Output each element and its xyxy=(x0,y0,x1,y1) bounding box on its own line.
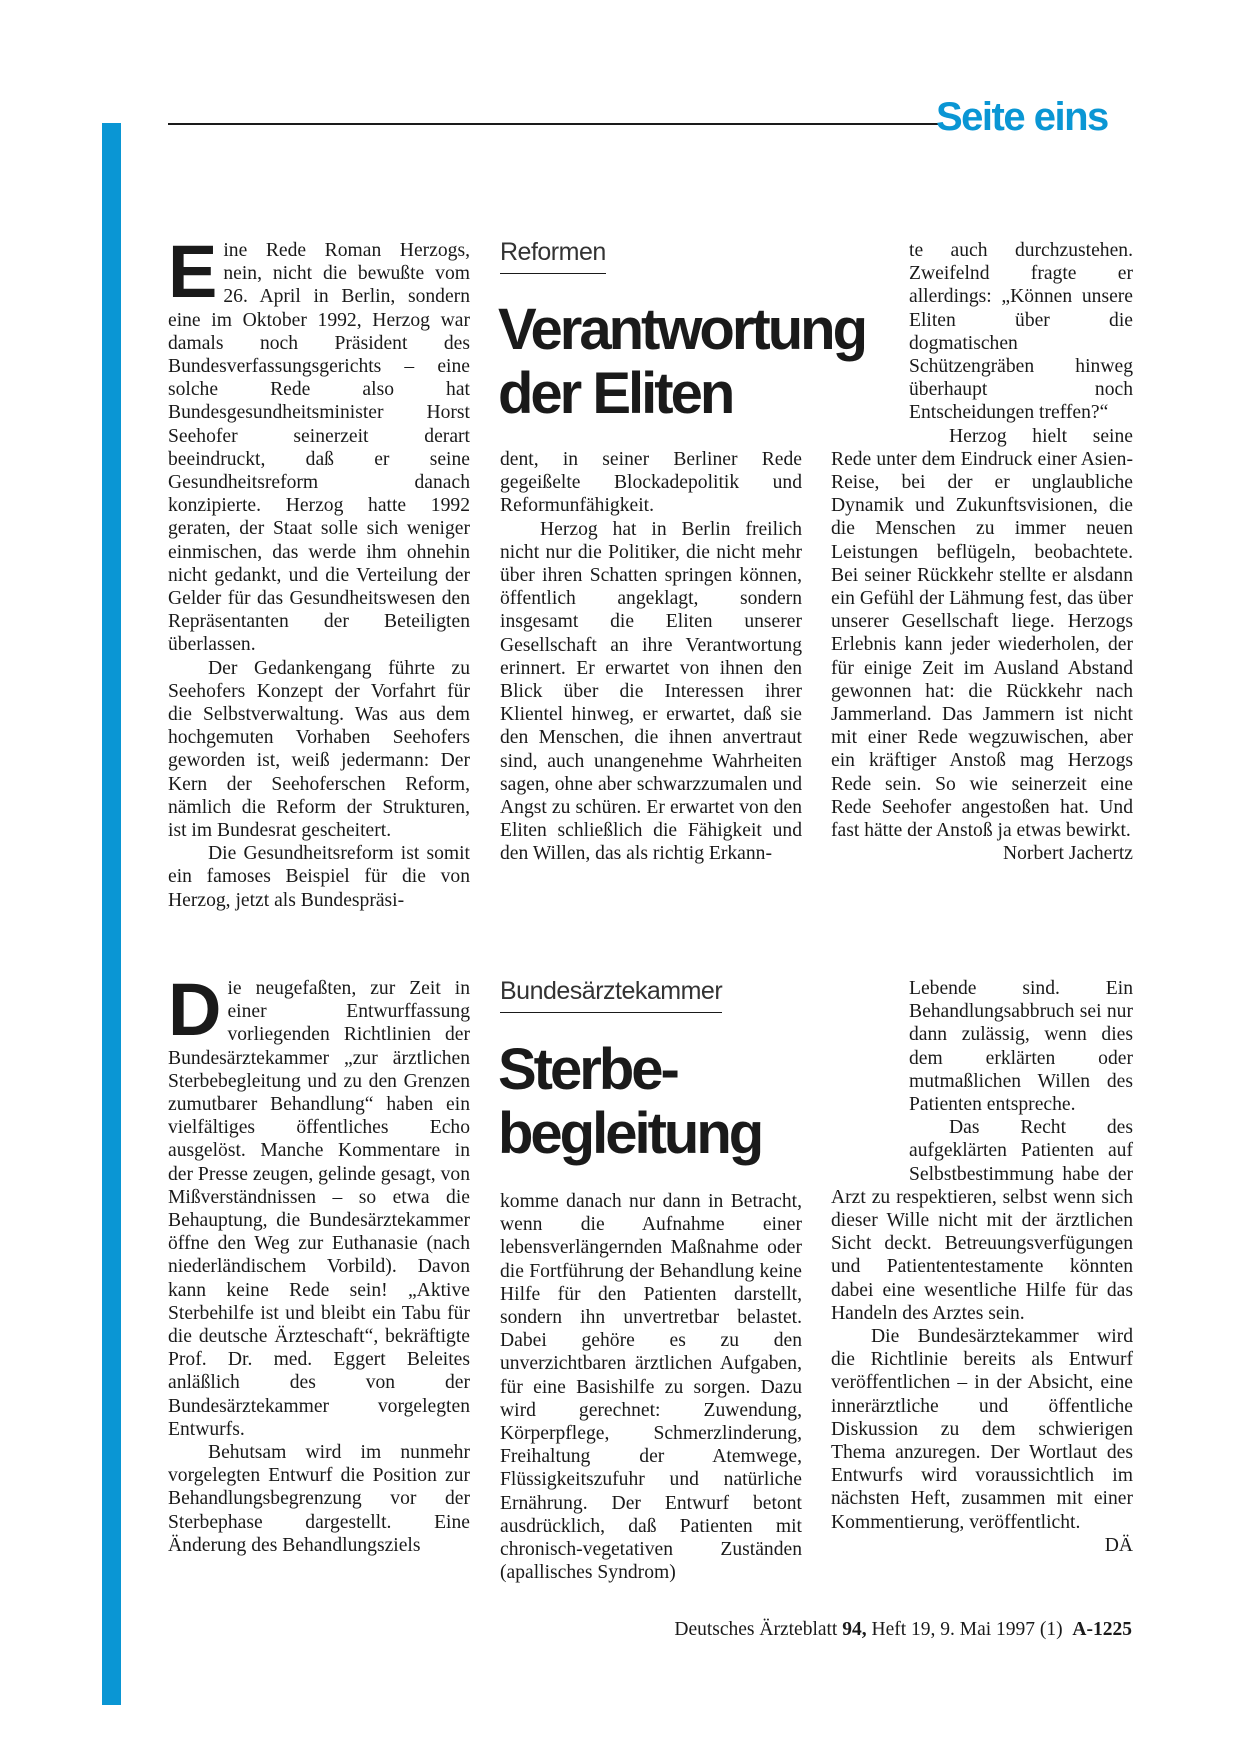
article1-paragraph: ine Rede Roman Herzogs, nein, nicht die bewußte vom 26. April in Berlin, sondern eine im Oktober 1992, Herzog war damals noch Präsident des Bundesverfassungsgerichts – eine solche Rede also hat Bundesgesundheitsminister Horst Seehofer seinerzeit derart beeindruckt, daß er seine Gesundheitsreform danach konzipierte. Herzog hatte 1992 geraten, der Staat solle sich weniger einmischen, das werde ihm ohnehin nicht gedankt, und die Verteilung der Gelder für das Gesundheitswesen den Repräsentanten der Beteiligten überlassen. xyxy=(168,240,470,656)
article2-kicker: Bundesärztekammer xyxy=(500,977,722,1013)
article1-paragraph: dent, in seiner Berliner Rede gegeißelte Blockadepolitik und Reformunfähigkeit. xyxy=(500,449,802,517)
footer-volume: 94, xyxy=(842,1619,867,1640)
article2-column-1 xyxy=(168,968,470,1597)
layout-spacer xyxy=(831,239,909,447)
article1-headline-line: Verantwortung xyxy=(498,297,866,362)
article1-paragraph: Die Gesundheitsreform ist somit ein famoses Beispiel für die von Herzog, jetzt als Bundespräsi- xyxy=(168,843,470,911)
article1-kicker: Reformen xyxy=(500,238,606,274)
article2-paragraph: Behutsam wird im nunmehr vorgelegten Entwurf die Position zur Behandlungsbegrenzung vor der Sterbephase dargestellt. Eine Änderung des Behandlungsziels xyxy=(168,1442,470,1556)
article2-paragraph-text: Die Bundesärztekammer wird die Richtlinie bereits als Entwurf veröffentlichen – in der Absicht, eine innerärztliche und öffentliche Diskussion zu dem schwierigen Thema anzuregen. Der Wortlaut des Entwurfs wird voraussichtlich im nächsten Heft, zusammen mit einer Kommentierung, veröffentlicht. xyxy=(831,1326,1133,1533)
article2-column-3 xyxy=(831,977,1133,1597)
article2-paragraph: Das Recht des aufgeklärten Patienten auf Selbstbestimmung habe der Arzt zu respektieren, selbst wenn sich dieser Wille nicht mit der ärztlichen Sicht deckt. Betreuungsverfügungen und Patiententestamente könnten dabei eine wesentliche Hilfe für das Handeln des Arztes sein. xyxy=(831,1117,1133,1324)
article1-column-3 xyxy=(831,239,1133,889)
article2-headline-line: begleitung xyxy=(498,1101,762,1166)
article2-paragraph: Lebende sind. Ein Behandlungsabbruch sei nur dann zulässig, wenn dies dem erklärten oder mutmaßlichen Willen des Patienten entspreche. xyxy=(909,978,1133,1116)
article2-paragraph: ie neugefaßten, zur Zeit in einer Entwurffassung vorliegenden Richtlinien der Bundesärztekammer „zur ärztlichen Sterbebegleitung und zu den Grenzen zumutbarer Behandlung“ haben ein vielfältiges öffentliches Echo ausgelöst. Manche Kommentare in der Presse zeugen, gelinde gesagt, von Mißverständnissen – so etwa die Behauptung, die Bundesärztekammer öffne den Weg zur Euthanasie (nach niederländischem Vorbild). Davon kann keine Rede sein! „Aktive Sterbehilfe ist und bleibt ein Tabu für die deutsche Ärzteschaft“, bekräftigte Prof. Dr. med. Eggert Beleites anläßlich des von der Bundesärztekammer vorgelegten Entwurfs. xyxy=(168,978,470,1440)
article1-paragraph-text: Herzog hielt seine Rede unter dem Eindruck einer Asien-Reise, bei der er unglaubliche Dynamik und Zukunftsvisionen, die die Menschen zu immer neuen Leistungen beflügeln, beobachtete. Bei seiner Rückkehr stellte er alsdann ein Gefühl der Lähmung fest, das über unserer Gesellschaft liege. Herzogs Erlebnis kann jeder wiederholen, der für einige Zeit im Ausland Abstand gewonnen hat: die Rückkehr nach Jammerland. Das Jammern ist nicht mit einer Rede wegzuwischen, aber ein kräftiger Anstoß mag Herzogs Rede sein. So wie seinerzeit eine Rede Seehofer angestoßen hat. Und fast hätte der Anstoß ja etwas bewirkt. xyxy=(831,425,1133,842)
article1-paragraph: Herzog hat in Berlin freilich nicht nur die Politiker, die nicht mehr über ihren Schatten springen können, öffentlich angeklagt, sondern insgesamt die Eliten unserer Gesellschaft an ihre Verantwortung erinnert. Er erwartet von ihnen den Blick über die Interessen ihrer Klientel hinweg, er erwartet, daß sie den Menschen, die ihnen anvertraut sind, auch unangenehme Wahrheiten sagen, ohne aber schwarzzumalen und Angst zu schüren. Er erwartet von den Eliten schließlich die Fähigkeit und den Willen, das als richtig Erkann- xyxy=(500,518,802,865)
article1-column-1 xyxy=(168,230,470,911)
article1-column-2 xyxy=(500,448,802,888)
section-title: Seite eins xyxy=(936,95,1108,139)
article1-author: Norbert Jachertz xyxy=(1002,843,1133,865)
footer-issue: Heft 19, 9. Mai 1997 (1) xyxy=(871,1619,1063,1640)
accent-bar xyxy=(102,123,121,1705)
footer-journal: Deutsches Ärzteblatt xyxy=(674,1619,838,1640)
article1-paragraph: Der Gedankengang führte zu Seehofers Konzept der Vorfahrt für die Selbstverwaltung. Was aus dem hochgemuten Vorhaben Seehofers geworden ist, weiß jedermann: Der Kern der Seehoferschen Reform, nämlich die Reform der Strukturen, ist im Bundesrat gescheitert. xyxy=(168,657,470,842)
article1-headline-line: der Eliten xyxy=(498,361,733,426)
footer-page-number: A-1225 xyxy=(1072,1619,1132,1640)
article2-author: DÄ xyxy=(1104,1534,1133,1556)
page-footer xyxy=(674,1619,1132,1641)
layout-spacer xyxy=(831,977,909,1185)
article2-headline-line: Sterbe- xyxy=(498,1037,677,1102)
article2-paragraph: komme danach nur dann in Betracht, wenn die Aufnahme einer lebensverlängernden Maßnahme oder die Fortführung der Behandlung keine Hilfe für den Patienten darstellt, sondern ihn unvertretbar belastet. Dabei gehöre es zu den unverzichtbaren ärztlichen Aufgaben, für eine Basishilfe zu sorgen. Dazu wird gerechnet: Zuwendung, Körperpflege, Schmerzlinderung, Freihaltung der Atemwege, Flüssigkeitszufuhr und natürliche Ernährung. Der Entwurf betont ausdrücklich, daß Patienten mit chronisch-vegetativen Zuständen (apallisches Syndrom) xyxy=(500,1191,802,1584)
article2-paragraph xyxy=(831,1325,1133,1556)
article2-dropcap: D xyxy=(168,968,222,1051)
article2-column-2 xyxy=(500,1190,802,1600)
article1-paragraph xyxy=(831,425,1133,865)
article1-dropcap: E xyxy=(168,230,218,313)
article1-paragraph: te auch durchzustehen. Zweifelnd fragte er allerdings: „Können unsere Eliten über die dogmatischen Schützengräben hinweg überhaupt noch Entscheidungen treffen?“ xyxy=(909,240,1133,424)
header-rule xyxy=(168,123,938,125)
